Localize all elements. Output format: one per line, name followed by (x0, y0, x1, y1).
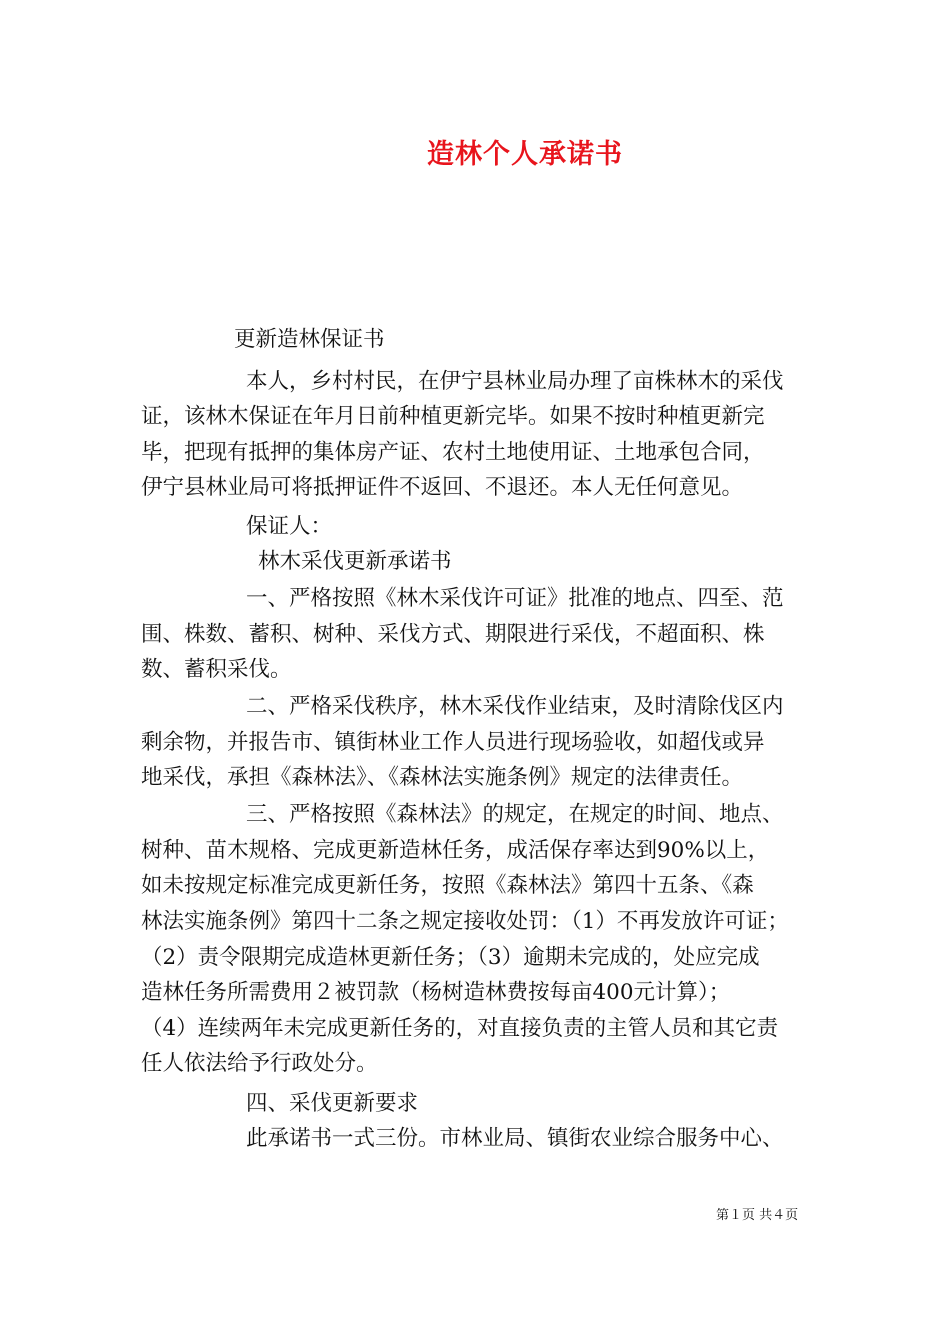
text-line: （4）连续两年未完成更新任务的，对直接负责的主管人员和其它责 (141, 1016, 779, 1041)
text-line: 此承诺书一式三份。市林业局、镇街农业综合服务中心、 (246, 1126, 784, 1151)
text-line: 毕，把现有抵押的集体房产证、农村土地使用证、土地承包合同， (141, 440, 765, 465)
text-line: （2）责令限期完成造林更新任务；（3）逾期未完成的，处应完成 (141, 945, 760, 970)
text-line: 地采伐，承担《森林法》、《森林法实施条例》规定的法律责任。 (141, 765, 744, 790)
section-heading: 四、采伐更新要求 (246, 1091, 419, 1116)
text-line: 造林任务所需费用２被罚款（杨树造林费按每亩400元计算）； (141, 980, 731, 1005)
text-line: 剩余物，并报告市、镇街林业工作人员进行现场验收，如超伐或异 (141, 730, 765, 755)
document-title: 造林个人承诺书 (427, 139, 623, 170)
text-line: 三、严格按照《森林法》的规定，在规定的时间、地点、 (246, 802, 784, 827)
text-line: 本人，乡村村民，在伊宁县林业局办理了亩株林木的采伐 (246, 369, 784, 394)
text-line: 二、严格采伐秩序，林木采伐作业结束，及时清除伐区内 (246, 694, 784, 719)
text-line: 数、蓄积采伐。 (141, 657, 292, 682)
text-line: 证，该林木保证在年月日前种植更新完毕。如果不按时种植更新完 (141, 404, 765, 429)
text-line: 任人依法给予行政处分。 (141, 1051, 378, 1076)
page-number: 第１页 共４页 (716, 1208, 799, 1223)
text-line: 树种、苗木规格、完成更新造林任务，成活保存率达到90%以上， (141, 838, 770, 863)
text-line: 伊宁县林业局可将抵押证件不返回、不退还。本人无任何意见。 (141, 475, 744, 500)
text-line: 林法实施条例》第四十二条之规定接收处罚：（1）不再发放许可证； (141, 909, 789, 934)
signature-label: 保证人： (246, 514, 333, 539)
text-line: 围、株数、蓄积、树种、采伐方式、期限进行采伐，不超面积、株 (141, 622, 765, 647)
text-line: 如未按规定标准完成更新任务，按照《森林法》第四十五条、《森 (141, 873, 754, 898)
section-heading: 林木采伐更新承诺书 (258, 549, 452, 574)
text-line: 一、严格按照《林木采伐许可证》批准的地点、四至、范 (246, 586, 784, 611)
section-heading: 更新造林保证书 (234, 327, 385, 352)
